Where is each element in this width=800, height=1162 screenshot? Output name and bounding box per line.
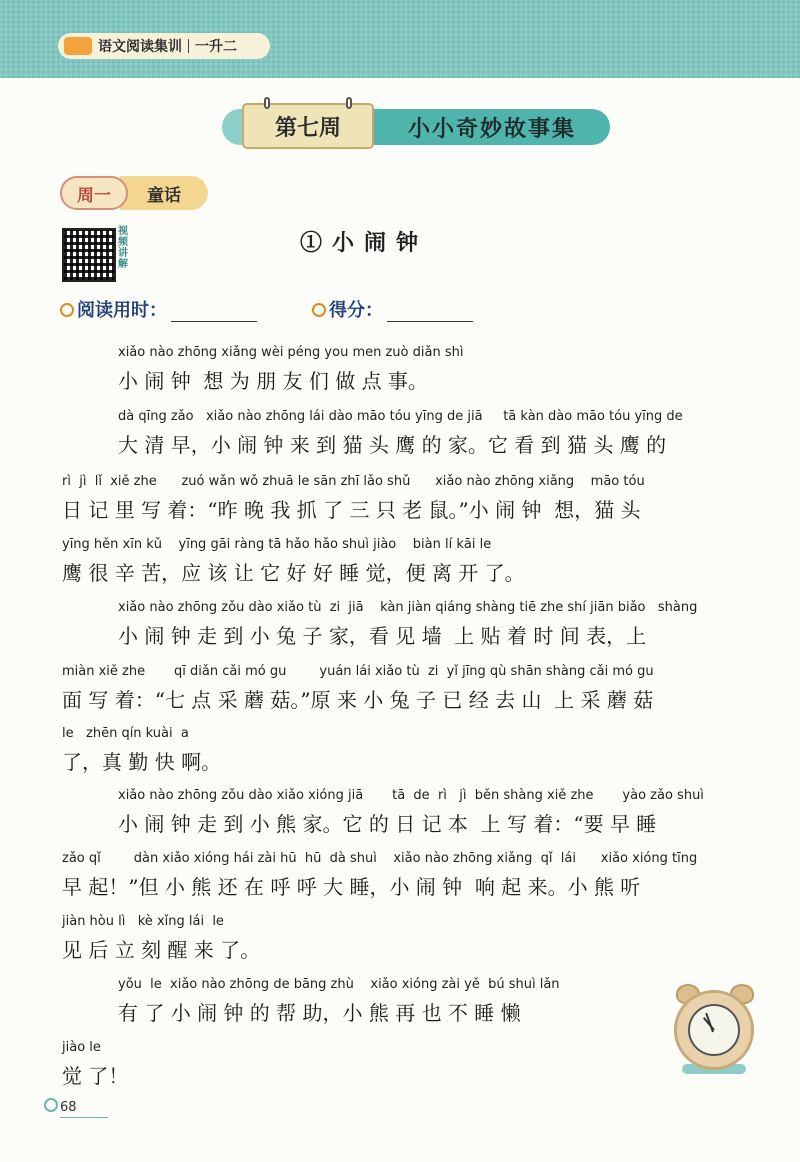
hanzi-line: 有 了 小 闹 钟 的 帮 助，小 熊 再 也 不 睡 懒 [118, 1001, 521, 1025]
page-header-band [0, 0, 800, 78]
pinyin-line: rì jì lǐ xiě zhe zuó wǎn wǒ zhuā le sān zhī lǎo shǔ xiǎo nào zhōng xiǎng māo tóu [62, 474, 645, 489]
pinyin-line: miàn xiě zhe qī diǎn cǎi mó gu yuán lái xiǎo tù zi yǐ jīng qù shān shàng cǎi mó gu [62, 664, 654, 679]
pinyin-line: le zhēn qín kuài a [62, 726, 189, 741]
reading-time-blank[interactable] [171, 321, 257, 322]
hanzi-line: 觉 了！ [62, 1064, 129, 1088]
page-number: 68 [60, 1100, 77, 1115]
score-label: 得分： [329, 300, 383, 321]
pinyin-line: jiàn hòu lì kè xǐng lái le [62, 914, 224, 929]
pinyin-line: xiǎo nào zhōng zǒu dào xiǎo tù zi jiā kàn jiàn qiáng shàng tiē zhe shí jiān biǎo shàng [118, 600, 698, 615]
day-label [60, 176, 208, 210]
divider [188, 39, 189, 53]
binder-ring-icon [346, 97, 352, 109]
clock-face [688, 1004, 740, 1056]
reading-time [60, 296, 257, 322]
hanzi-line: 见 后 立 刻 醒 来 了。 [62, 938, 261, 962]
hanzi-line: 小 闹 钟 走 到 小 兔 子 家，看 见 墙 上 贴 着 时 间 表，上 [118, 624, 647, 648]
qr-label: 视频讲解 [118, 226, 128, 270]
hanzi-line: 日 记 里 写 着：“昨 晚 我 抓 了 三 只 老 鼠。”小 闹 钟 想，猫 头 [62, 498, 641, 522]
pinyin-line: xiǎo nào zhōng zǒu dào xiǎo xióng jiā tā de rì jì běn shàng xiě zhe yào zǎo shuì [118, 788, 704, 803]
pinyin-line: jiào le [62, 1040, 101, 1055]
hanzi-line: 小 闹 钟 想 为 朋 友 们 做 点 事。 [118, 369, 428, 393]
genre-label: 童话 [120, 176, 208, 210]
hanzi-line: 大 清 早，小 闹 钟 来 到 猫 头 鹰 的 家。它 看 到 猫 头 鹰 的 [118, 433, 667, 457]
series-logo-icon [64, 37, 92, 55]
pinyin-line: yīng hěn xīn kǔ yīng gāi ràng tā hǎo hǎo shuì jiào biàn lí kāi le [62, 537, 492, 552]
score-blank[interactable] [387, 321, 473, 322]
series-badge [58, 33, 270, 59]
pinyin-line: zǎo qǐ dàn xiǎo xióng hái zài hū hū dà shuì xiǎo nào zhōng xiǎng qǐ lái xiǎo xióng tīng [62, 851, 698, 866]
pinyin-line: yǒu le xiǎo nào zhōng de bāng zhù xiǎo xióng zài yě bú shuì lǎn [118, 977, 560, 992]
clock-icon [60, 303, 74, 317]
grade-label: 一升二 [195, 39, 237, 55]
series-title: 语文阅读集训 [98, 39, 182, 55]
day-tag: 周一 [60, 176, 128, 210]
week-title: 小小奇妙故事集 [374, 109, 610, 145]
alarm-clock-icon [664, 972, 772, 1078]
swirl-icon [44, 1098, 58, 1112]
hanzi-line: 面 写 着：“七 点 采 蘑 菇。”原 来 小 兔 子 已 经 去 山 上 采 蘑 菇 [62, 688, 654, 712]
week-tag: 第七周 [242, 103, 374, 149]
binder-ring-icon [264, 97, 270, 109]
hanzi-line: 鹰 很 辛 苦，应 该 让 它 好 好 睡 觉，便 离 开 了。 [62, 561, 525, 585]
pinyin-line: xiǎo nào zhōng xiǎng wèi péng you men zuò diǎn shì [118, 345, 464, 360]
qr-code-icon[interactable] [62, 228, 116, 282]
hanzi-line: 了，真 勤 快 啊。 [62, 750, 222, 774]
pinyin-line: dà qīng zǎo xiǎo nào zhōng lái dào māo tóu yīng de jiā tā kàn dào māo tóu yīng de [118, 409, 683, 424]
week-banner [222, 97, 610, 153]
score [312, 296, 473, 322]
page-number-underline [60, 1117, 108, 1118]
reading-time-label: 阅读用时： [77, 300, 167, 321]
hanzi-line: 早 起！”但 小 熊 还 在 呼 呼 大 睡，小 闹 钟 响 起 来。小 熊 听 [62, 875, 641, 899]
story-title: ①小闹钟 [300, 230, 429, 256]
hanzi-line: 小 闹 钟 走 到 小 熊 家。它 的 日 记 本 上 写 着：“要 早 睡 [118, 812, 657, 836]
check-icon [312, 303, 326, 317]
